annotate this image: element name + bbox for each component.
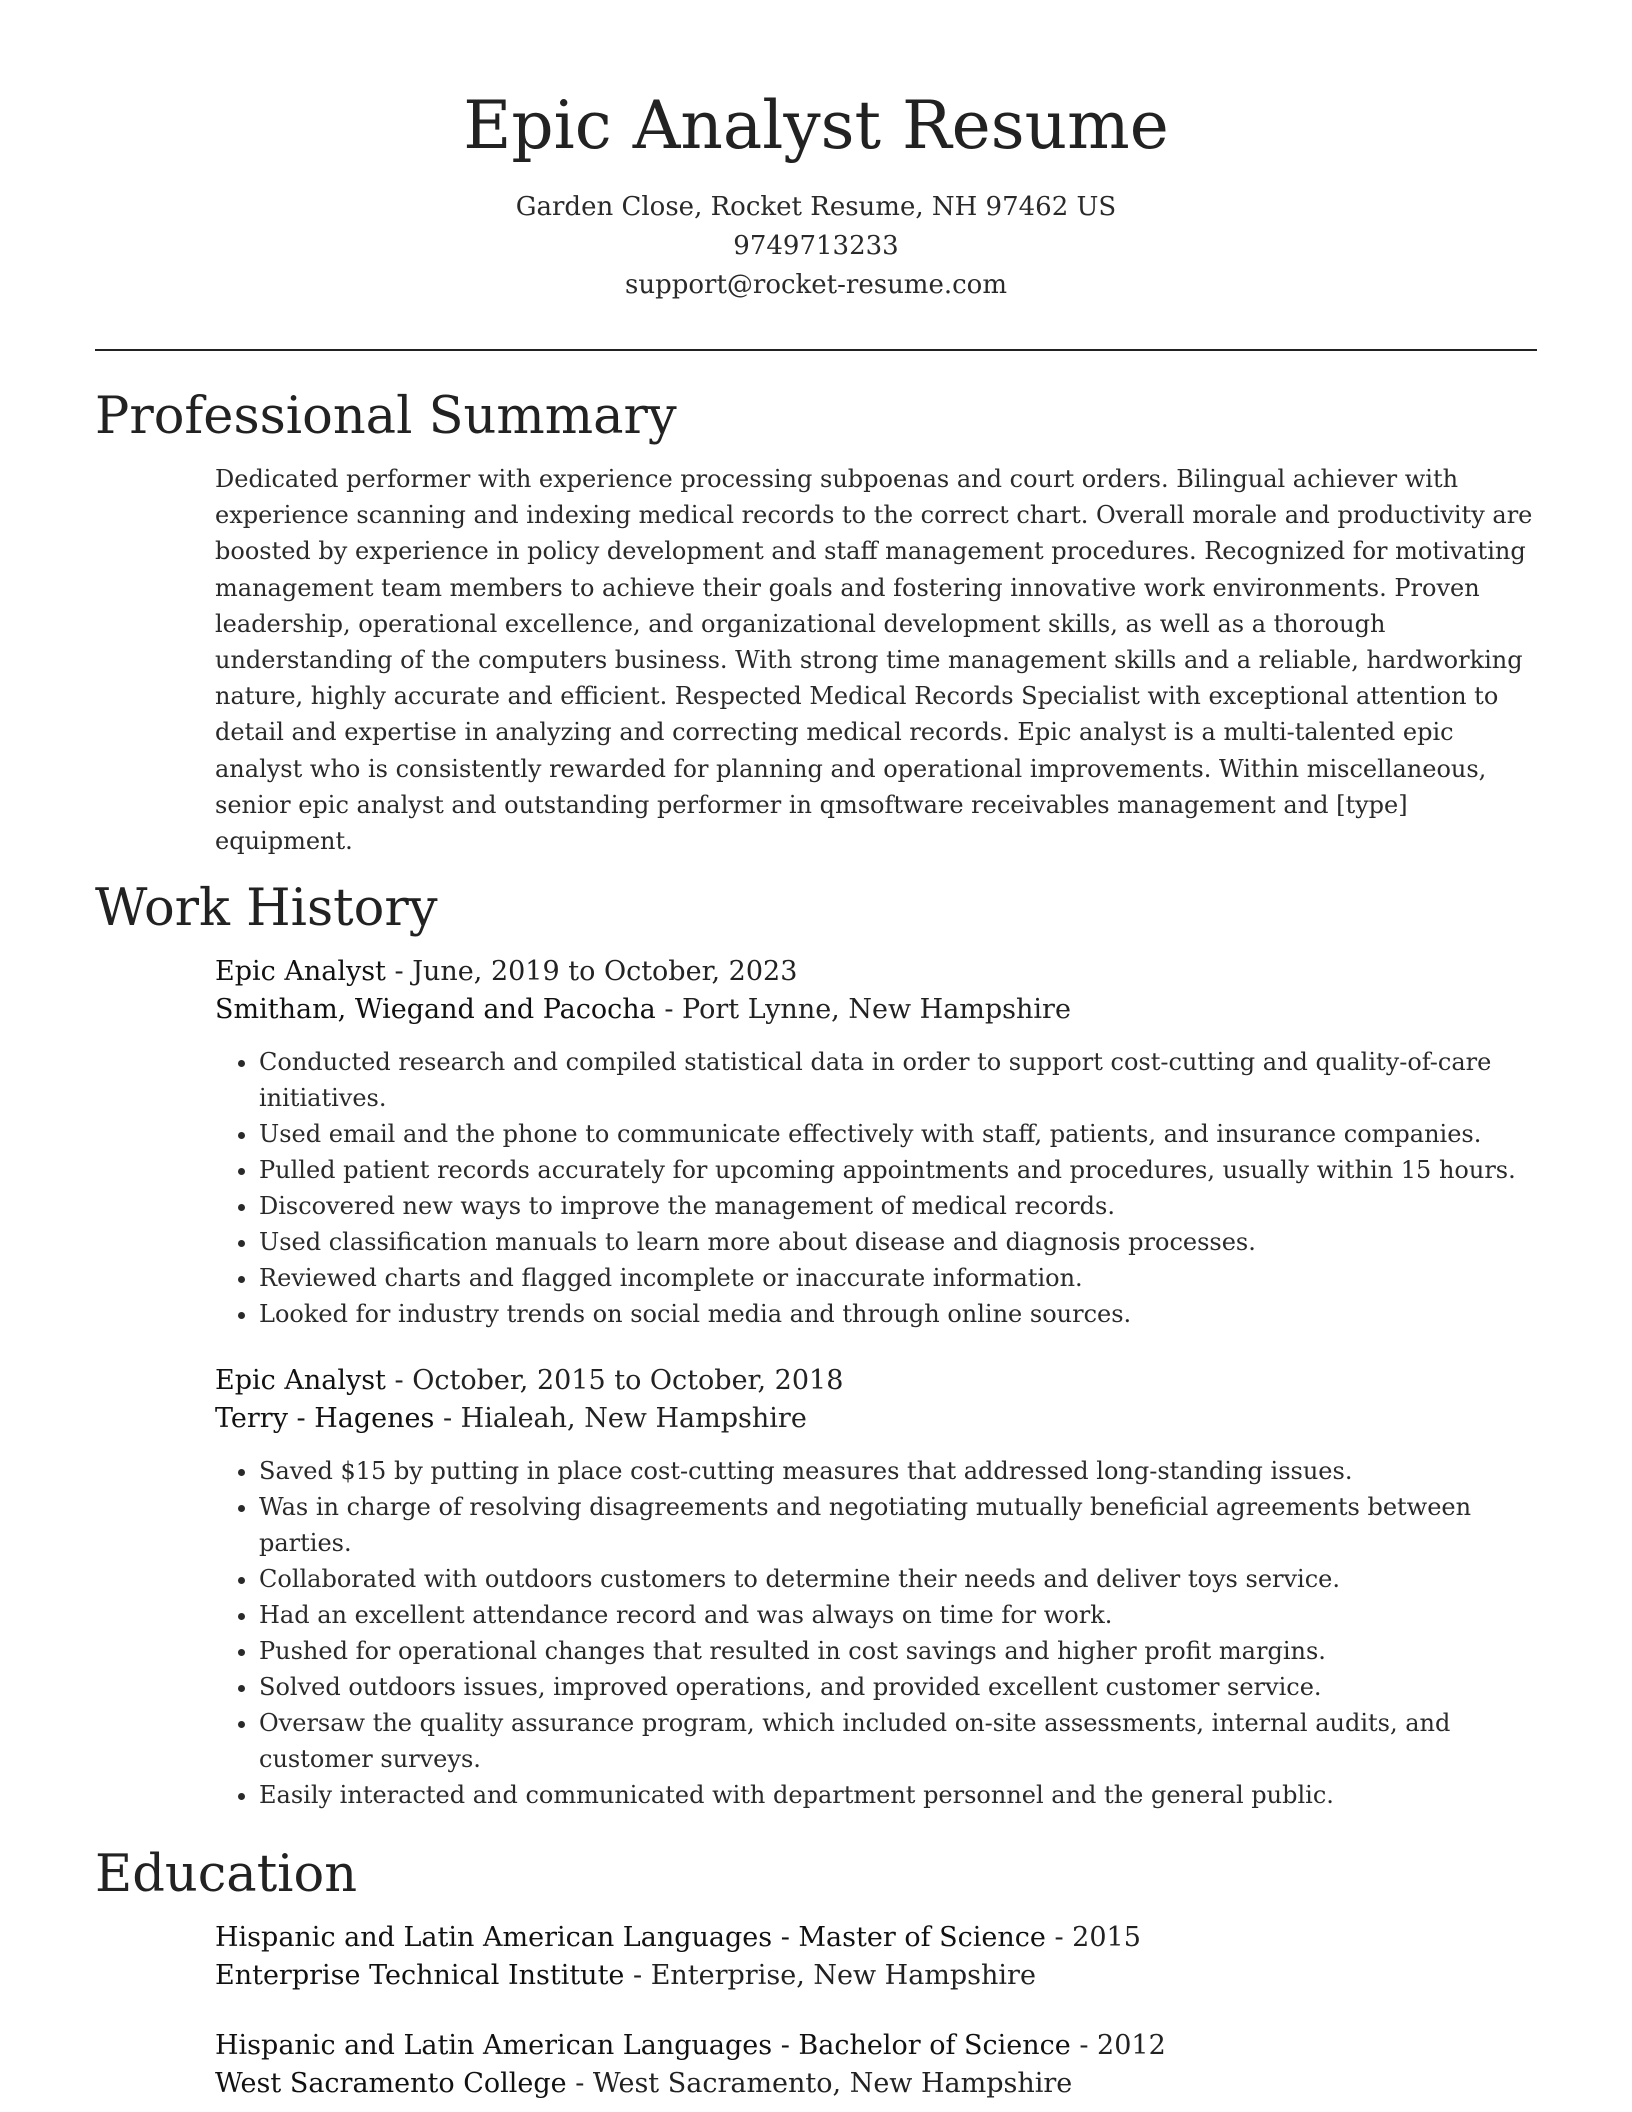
job-dates: - June, 2019 to October, 2023 [385,956,798,988]
job-entry [215,953,1537,1332]
education-degree-line [215,2027,1537,2065]
job-bullet: • Pushed for operational changes that resulted in cost savings and higher profit margins. [259,1633,1537,1669]
job-bullet: • Used classification manuals to learn more about disease and diagnosis processes. [259,1224,1537,1260]
job-bullet: • Solved outdoors issues, improved operations, and provided excellent customer service. [259,1669,1537,1705]
job-role: Epic Analyst [215,1365,386,1397]
resume-title: Epic Analyst Resume [463,87,1169,164]
job-company-line [215,1400,1537,1438]
job-bullet: • Reviewed charts and flagged incomplete or inaccurate information. [259,1260,1537,1296]
summary-text: Dedicated performer with experience processing subpoenas and court orders. Bilingual achiever with experience scanning and indexing medical records to the correct chart. Overall morale and productivity are boosted by experience in policy development and staff management procedures. Recognized for motivating management team members to achieve their goals and fostering innovative work environments. Proven leadership, operational excellence, and organizational development skills, as well as a thorough understanding of the computers business. With strong time management skills and a reliable, hardworking nature, highly accurate and efficient. Respected Medical Records Specialist with exceptional attention to detail and expertise in analyzing and correcting medical records. Epic analyst is a multi-talented epic analyst who is consistently rewarded for planning and operational improvements. Within miscellaneous, senior epic analyst and outstanding performer in qmsoftware receivables management and [type] equipment. [215,465,1533,856]
education-field: Hispanic and Latin American Languages [215,2030,773,2062]
summary-heading: Professional Summary [95,387,677,446]
contact-email: support@rocket-resume.com [624,270,1007,300]
education-entry [215,1919,1537,1995]
header-divider [95,349,1537,351]
job-bullet-list [215,1044,1537,1332]
job-role: Epic Analyst [215,956,386,988]
work-history-section [95,877,1537,1813]
education-year: - 2012 [1070,2030,1166,2062]
job-bullet: • Oversaw the quality assurance program, which included on-site assessments, internal audits, and customer surveys. [259,1705,1537,1777]
education-entry [215,2027,1537,2103]
job-bullet: • Looked for industry trends on social media and through online sources. [259,1296,1537,1332]
resume-header [95,86,1537,305]
job-bullet: • Had an excellent attendance record and was always on time for work. [259,1597,1537,1633]
education-degree: - Bachelor of Science [772,2030,1071,2062]
job-title-line [215,953,1537,991]
job-bullet-list [215,1453,1537,1813]
job-bullet: • Easily interacted and communicated with department personnel and the general public. [259,1777,1537,1813]
education-location: - West Sacramento, New Hampshire [566,2068,1073,2100]
education-school-line [215,2065,1537,2103]
job-company: Terry - Hagenes [215,1403,435,1435]
job-bullet: • Collaborated with outdoors customers to determine their needs and deliver toys service. [259,1561,1537,1597]
education-year: - 2015 [1045,1922,1141,1954]
contact-phone: 9749713233 [733,231,899,261]
education-heading: Education [95,1845,358,1905]
contact-address: Garden Close, Rocket Resume, NH 97462 US [515,192,1117,222]
education-degree-line [215,1919,1537,1957]
education-school: West Sacramento College [215,2068,567,2100]
education-school-line [215,1957,1537,1995]
summary-section [95,385,1537,859]
job-bullet: • Conducted research and compiled statistical data in order to support cost-cutting and quality-of-care initiatives. [259,1044,1537,1116]
education-section [95,1843,1537,2103]
education-location: - Enterprise, New Hampshire [624,1960,1036,1992]
job-bullet: • Was in charge of resolving disagreements and negotiating mutually beneficial agreements between parties. [259,1489,1537,1561]
job-title-line [215,1362,1537,1400]
job-company-line [215,991,1537,1029]
job-bullet: • Saved $15 by putting in place cost-cutting measures that addressed long-standing issues. [259,1453,1537,1489]
education-degree: - Master of Science [772,1922,1046,1954]
job-location: - Port Lynne, New Hampshire [655,994,1071,1026]
work-history-heading: Work History [95,879,438,939]
job-entry [215,1362,1537,1813]
education-school: Enterprise Technical Institute [215,1960,625,1992]
education-field: Hispanic and Latin American Languages [215,1922,773,1954]
job-company: Smitham, Wiegand and Pacocha [215,994,656,1026]
job-bullet: • Discovered new ways to improve the management of medical records. [259,1188,1537,1224]
job-dates: - October, 2015 to October, 2018 [385,1365,844,1397]
job-bullet: • Used email and the phone to communicate effectively with staff, patients, and insurance companies. [259,1116,1537,1152]
job-bullet: • Pulled patient records accurately for upcoming appointments and procedures, usually within 15 hours. [259,1152,1537,1188]
job-location: - Hialeah, New Hampshire [434,1403,807,1435]
